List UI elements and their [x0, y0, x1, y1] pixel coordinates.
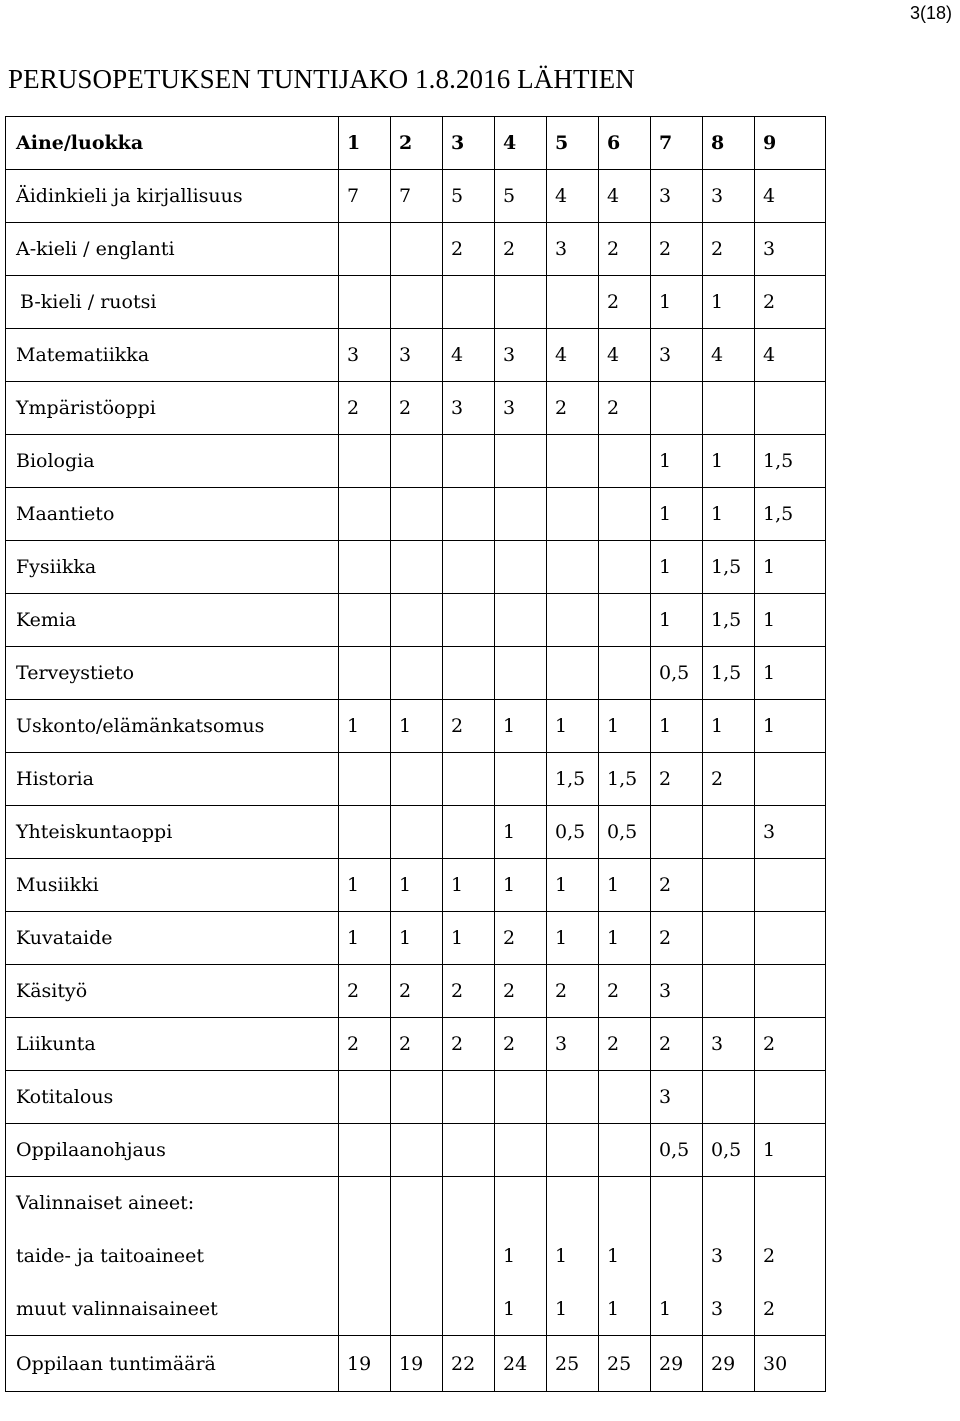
hours-cell — [651, 1230, 703, 1283]
hours-cell — [339, 1071, 391, 1124]
hours-cell: 2 — [651, 753, 703, 806]
hours-cell — [755, 965, 826, 1018]
table-row — [6, 382, 826, 435]
hours-cell — [495, 488, 547, 541]
hours-cell: 7 — [391, 170, 443, 223]
column-header-grade-4: 4 — [495, 117, 547, 170]
hours-cell — [443, 1124, 495, 1177]
hours-cell: 29 — [651, 1336, 703, 1392]
hours-cell — [339, 435, 391, 488]
subject-cell: Terveystieto — [6, 647, 339, 700]
hours-cell: 1,5 — [599, 753, 651, 806]
hours-cell — [443, 1071, 495, 1124]
table-row — [6, 223, 826, 276]
hours-cell: 2 — [391, 382, 443, 435]
hours-cell: 3 — [495, 329, 547, 382]
column-header-grade-6: 6 — [599, 117, 651, 170]
hours-cell — [495, 435, 547, 488]
table-row — [6, 276, 826, 329]
hours-cell — [391, 276, 443, 329]
hours-cell: 1 — [495, 1283, 547, 1336]
hours-cell — [599, 435, 651, 488]
hours-cell: 2 — [495, 912, 547, 965]
hours-cell: 1 — [651, 541, 703, 594]
hours-cell: 3 — [651, 329, 703, 382]
hours-cell: 1 — [547, 700, 599, 753]
hours-cell — [391, 223, 443, 276]
hours-cell: 1 — [755, 647, 826, 700]
header-row — [6, 117, 826, 170]
hours-cell — [547, 1177, 599, 1230]
hours-cell — [443, 1283, 495, 1336]
hours-cell: 2 — [755, 1230, 826, 1283]
column-header-grade-3: 3 — [443, 117, 495, 170]
hours-cell: 0,5 — [599, 806, 651, 859]
table-row — [6, 488, 826, 541]
hours-cell — [547, 1071, 599, 1124]
hours-cell — [391, 806, 443, 859]
hours-cell — [443, 594, 495, 647]
hours-cell: 1,5 — [703, 594, 755, 647]
hours-cell: 2 — [599, 965, 651, 1018]
hours-cell — [443, 806, 495, 859]
hours-cell — [443, 276, 495, 329]
hours-cell: 1,5 — [547, 753, 599, 806]
lesson-hours-table — [5, 116, 826, 1392]
hours-cell: 2 — [651, 859, 703, 912]
hours-cell — [391, 594, 443, 647]
hours-cell — [755, 1177, 826, 1230]
hours-cell: 3 — [703, 1283, 755, 1336]
table-row — [6, 1018, 826, 1071]
subject-cell: Kemia — [6, 594, 339, 647]
hours-cell: 2 — [651, 1018, 703, 1071]
hours-cell — [599, 488, 651, 541]
hours-cell: 4 — [599, 329, 651, 382]
hours-cell: 4 — [703, 329, 755, 382]
elective-row — [6, 1177, 826, 1230]
hours-cell — [339, 488, 391, 541]
table-row — [6, 1124, 826, 1177]
subject-cell: Matematiikka — [6, 329, 339, 382]
hours-cell: 1 — [651, 276, 703, 329]
hours-cell — [443, 647, 495, 700]
hours-cell: 1 — [755, 541, 826, 594]
hours-cell: 0,5 — [547, 806, 599, 859]
hours-cell: 2 — [599, 382, 651, 435]
hours-cell: 1 — [443, 859, 495, 912]
hours-cell: 7 — [339, 170, 391, 223]
hours-cell — [547, 488, 599, 541]
hours-cell — [703, 1177, 755, 1230]
hours-cell: 2 — [391, 1018, 443, 1071]
hours-cell — [443, 488, 495, 541]
hours-cell — [703, 1071, 755, 1124]
hours-cell: 4 — [547, 170, 599, 223]
table-row — [6, 753, 826, 806]
subject-cell: muut valinnaisaineet — [6, 1283, 339, 1336]
hours-cell: 1 — [495, 806, 547, 859]
column-header-grade-5: 5 — [547, 117, 599, 170]
hours-cell — [599, 1177, 651, 1230]
hours-cell: 1 — [495, 700, 547, 753]
hours-cell: 3 — [703, 170, 755, 223]
hours-cell — [391, 1177, 443, 1230]
hours-cell — [755, 382, 826, 435]
hours-cell — [755, 912, 826, 965]
hours-cell — [339, 594, 391, 647]
hours-cell: 2 — [599, 276, 651, 329]
hours-cell: 1 — [599, 1283, 651, 1336]
hours-cell — [495, 1177, 547, 1230]
hours-cell: 19 — [339, 1336, 391, 1392]
subject-cell: taide- ja taitoaineet — [6, 1230, 339, 1283]
hours-cell: 4 — [443, 329, 495, 382]
hours-cell: 24 — [495, 1336, 547, 1392]
hours-cell: 1 — [651, 594, 703, 647]
hours-cell — [495, 1071, 547, 1124]
hours-cell: 3 — [495, 382, 547, 435]
hours-cell — [443, 541, 495, 594]
hours-cell — [443, 1177, 495, 1230]
page-number: 3(18) — [909, 3, 952, 23]
hours-cell — [339, 223, 391, 276]
table-row — [6, 1071, 826, 1124]
subject-cell: Historia — [6, 753, 339, 806]
subject-cell: A-kieli / englanti — [6, 223, 339, 276]
hours-cell: 1 — [495, 1230, 547, 1283]
hours-cell: 1 — [651, 700, 703, 753]
hours-cell — [599, 647, 651, 700]
table-row — [6, 806, 826, 859]
hours-cell: 2 — [339, 382, 391, 435]
hours-cell — [443, 1230, 495, 1283]
hours-cell: 3 — [755, 223, 826, 276]
hours-cell: 2 — [755, 1283, 826, 1336]
subject-cell: B-kieli / ruotsi — [6, 276, 339, 329]
table-row — [6, 594, 826, 647]
hours-cell: 2 — [443, 1018, 495, 1071]
hours-cell — [547, 435, 599, 488]
hours-cell: 1 — [547, 912, 599, 965]
hours-cell: 0,5 — [651, 647, 703, 700]
hours-cell: 1 — [391, 912, 443, 965]
hours-cell — [547, 594, 599, 647]
hours-cell: 3 — [703, 1018, 755, 1071]
hours-cell — [339, 753, 391, 806]
hours-cell: 30 — [755, 1336, 826, 1392]
subject-cell: Maantieto — [6, 488, 339, 541]
hours-cell: 1,5 — [755, 435, 826, 488]
hours-cell — [339, 1283, 391, 1336]
hours-cell — [391, 541, 443, 594]
hours-cell: 1 — [339, 859, 391, 912]
hours-cell — [391, 647, 443, 700]
hours-cell: 2 — [391, 965, 443, 1018]
hours-cell: 1 — [495, 859, 547, 912]
table-row — [6, 435, 826, 488]
subject-cell: Kotitalous — [6, 1071, 339, 1124]
hours-cell: 3 — [547, 1018, 599, 1071]
hours-cell — [339, 647, 391, 700]
hours-cell: 3 — [703, 1230, 755, 1283]
hours-cell — [547, 1124, 599, 1177]
hours-cell — [599, 1124, 651, 1177]
hours-cell: 2 — [495, 965, 547, 1018]
hours-cell: 1,5 — [703, 541, 755, 594]
hours-cell — [391, 1071, 443, 1124]
hours-cell: 29 — [703, 1336, 755, 1392]
hours-cell: 2 — [599, 1018, 651, 1071]
hours-cell: 3 — [755, 806, 826, 859]
hours-cell — [391, 435, 443, 488]
hours-cell: 2 — [443, 965, 495, 1018]
subject-cell: Uskonto/elämänkatsomus — [6, 700, 339, 753]
hours-cell — [599, 594, 651, 647]
subject-cell: Oppilaan tuntimäärä — [6, 1336, 339, 1392]
subject-cell: Musiikki — [6, 859, 339, 912]
hours-cell: 1 — [547, 1283, 599, 1336]
hours-cell: 1 — [391, 859, 443, 912]
hours-cell: 2 — [651, 912, 703, 965]
column-header-grade-7: 7 — [651, 117, 703, 170]
hours-cell — [443, 435, 495, 488]
hours-cell: 4 — [547, 329, 599, 382]
hours-cell — [703, 912, 755, 965]
hours-cell: 4 — [755, 329, 826, 382]
hours-cell: 2 — [651, 223, 703, 276]
hours-cell: 1 — [339, 700, 391, 753]
hours-cell: 1 — [391, 700, 443, 753]
hours-cell: 1 — [599, 912, 651, 965]
column-header-grade-1: 1 — [339, 117, 391, 170]
table-row — [6, 541, 826, 594]
table-row — [6, 965, 826, 1018]
hours-cell: 1 — [599, 1230, 651, 1283]
hours-cell — [599, 541, 651, 594]
hours-cell: 3 — [339, 329, 391, 382]
hours-cell — [547, 276, 599, 329]
hours-cell: 3 — [651, 170, 703, 223]
hours-cell: 2 — [495, 223, 547, 276]
hours-cell: 3 — [651, 1071, 703, 1124]
hours-cell — [495, 647, 547, 700]
hours-cell: 0,5 — [651, 1124, 703, 1177]
hours-cell: 1 — [755, 1124, 826, 1177]
hours-cell: 2 — [599, 223, 651, 276]
hours-cell: 1,5 — [703, 647, 755, 700]
hours-cell — [339, 276, 391, 329]
hours-cell: 3 — [391, 329, 443, 382]
hours-cell — [703, 382, 755, 435]
hours-cell: 2 — [755, 1018, 826, 1071]
hours-cell: 1 — [755, 594, 826, 647]
hours-cell — [755, 859, 826, 912]
hours-cell: 25 — [599, 1336, 651, 1392]
hours-cell: 1 — [703, 435, 755, 488]
column-header-grade-8: 8 — [703, 117, 755, 170]
hours-cell: 2 — [703, 753, 755, 806]
hours-cell: 2 — [547, 382, 599, 435]
hours-cell: 2 — [339, 1018, 391, 1071]
hours-cell: 2 — [443, 223, 495, 276]
hours-cell: 2 — [547, 965, 599, 1018]
hours-cell — [651, 1177, 703, 1230]
hours-cell — [391, 1230, 443, 1283]
hours-cell: 0,5 — [703, 1124, 755, 1177]
table-row — [6, 329, 826, 382]
subject-cell: Käsityö — [6, 965, 339, 1018]
hours-cell — [495, 1124, 547, 1177]
elective-row — [6, 1230, 826, 1283]
hours-cell: 1 — [443, 912, 495, 965]
hours-cell — [703, 965, 755, 1018]
hours-cell: 1 — [703, 488, 755, 541]
document-title: PERUSOPETUKSEN TUNTIJAKO 1.8.2016 LÄHTIEN — [8, 64, 635, 94]
hours-cell — [599, 1071, 651, 1124]
hours-cell: 3 — [547, 223, 599, 276]
hours-cell — [547, 647, 599, 700]
hours-cell — [755, 753, 826, 806]
hours-cell: 1 — [651, 488, 703, 541]
hours-cell — [651, 806, 703, 859]
hours-cell: 1 — [703, 700, 755, 753]
hours-cell — [391, 1124, 443, 1177]
hours-cell: 2 — [755, 276, 826, 329]
hours-cell: 1 — [547, 1230, 599, 1283]
column-header-grade-9: 9 — [755, 117, 826, 170]
hours-cell — [339, 541, 391, 594]
hours-cell — [391, 753, 443, 806]
hours-cell — [495, 541, 547, 594]
hours-cell — [755, 1071, 826, 1124]
total-row — [6, 1336, 826, 1392]
hours-cell — [339, 1230, 391, 1283]
hours-cell: 25 — [547, 1336, 599, 1392]
hours-cell: 3 — [443, 382, 495, 435]
hours-cell: 4 — [599, 170, 651, 223]
table-body — [6, 117, 826, 1392]
hours-cell — [495, 276, 547, 329]
hours-cell: 3 — [651, 965, 703, 1018]
hours-cell — [495, 594, 547, 647]
column-header-grade-2: 2 — [391, 117, 443, 170]
hours-cell — [547, 541, 599, 594]
subject-cell: Fysiikka — [6, 541, 339, 594]
hours-cell: 2 — [339, 965, 391, 1018]
table-row — [6, 912, 826, 965]
elective-row — [6, 1283, 826, 1336]
hours-cell: 1 — [755, 700, 826, 753]
hours-cell: 1 — [599, 700, 651, 753]
hours-cell: 1 — [547, 859, 599, 912]
subject-cell: Oppilaanohjaus — [6, 1124, 339, 1177]
hours-cell: 1 — [703, 276, 755, 329]
hours-cell — [443, 753, 495, 806]
hours-cell: 2 — [703, 223, 755, 276]
hours-cell — [339, 1124, 391, 1177]
hours-cell: 1 — [339, 912, 391, 965]
subject-cell: Äidinkieli ja kirjallisuus — [6, 170, 339, 223]
hours-cell: 19 — [391, 1336, 443, 1392]
hours-cell — [703, 806, 755, 859]
hours-cell: 4 — [755, 170, 826, 223]
hours-cell: 2 — [495, 1018, 547, 1071]
hours-cell: 5 — [443, 170, 495, 223]
hours-cell: 1 — [651, 1283, 703, 1336]
hours-cell: 1,5 — [755, 488, 826, 541]
table-row — [6, 859, 826, 912]
table-row — [6, 170, 826, 223]
hours-cell — [703, 859, 755, 912]
column-header-subject: Aine/luokka — [6, 117, 339, 170]
hours-cell — [651, 382, 703, 435]
hours-cell — [391, 1283, 443, 1336]
table-row — [6, 647, 826, 700]
hours-cell: 5 — [495, 170, 547, 223]
hours-cell: 1 — [599, 859, 651, 912]
hours-cell — [339, 806, 391, 859]
subject-cell: Ympäristöoppi — [6, 382, 339, 435]
subject-cell: Liikunta — [6, 1018, 339, 1071]
hours-cell — [339, 1177, 391, 1230]
table-row — [6, 700, 826, 753]
hours-cell — [495, 753, 547, 806]
hours-cell: 1 — [651, 435, 703, 488]
subject-cell: Biologia — [6, 435, 339, 488]
hours-cell — [391, 488, 443, 541]
hours-cell: 22 — [443, 1336, 495, 1392]
subject-cell: Yhteiskuntaoppi — [6, 806, 339, 859]
hours-cell: 2 — [443, 700, 495, 753]
subject-cell: Kuvataide — [6, 912, 339, 965]
subject-cell: Valinnaiset aineet: — [6, 1177, 339, 1230]
